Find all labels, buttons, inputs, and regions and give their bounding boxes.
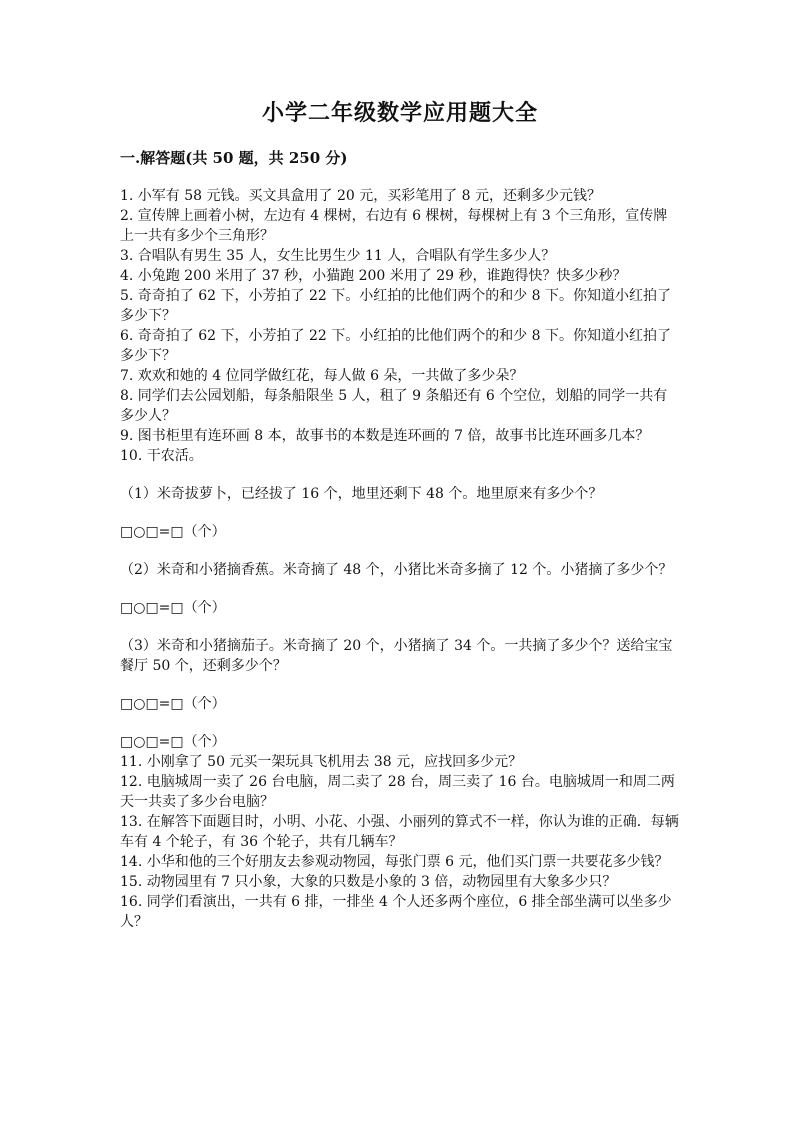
question-item: 11. 小刚拿了 50 元买一架玩具飞机用去 38 元，应找回多少元？ (120, 754, 523, 770)
section-heading: 一.解答题(共 50 题，共 250 分) (120, 149, 348, 167)
question-list (120, 186, 680, 932)
question-item: 1. 小军有 58 元钱。买文具盒用了 20 元，买彩笔用了 8 元，还剩多少元钱？ (120, 188, 602, 204)
question-item: 9. 图书柜里有连环画 8 本，故事书的本数是连环画的 7 倍，故事书比连环画多几本？ (120, 428, 650, 444)
sub-question: （1）米奇拔萝卜，已经拔了 16 个，地里还剩下 48 个。地里原来有多少个？ (120, 486, 603, 502)
question-item: 14. 小华和他的三个好朋友去参观动物园，每张门票 6 元，他们买门票一共要花多少钱？ (120, 854, 669, 870)
answer-formula: □○□=□（个） (120, 524, 226, 540)
answer-formula: □○□=□（个） (120, 734, 226, 750)
question-item: 6. 奇奇拍了 62 下，小芳拍了 22 下。小红拍的比他们两个的和少 8 下。你知道小红拍了多少下？ (120, 328, 672, 364)
answer-formula: □○□=□（个） (120, 696, 226, 712)
sub-question: （2）米奇和小猪摘香蕉。米奇摘了 48 个，小猪比米奇多摘了 12 个。小猪摘了多少个？ (120, 562, 673, 578)
sub-question: （3）米奇和小猪摘茄子。米奇摘了 20 个，小猪摘了 34 个。一共摘了多少个？送给宝宝餐厅 50 个，还剩多少个？ (120, 638, 673, 674)
question-item: 10. 干农活。 (120, 448, 203, 464)
question-item: 7. 欢欢和她的 4 位同学做红花，每人做 6 朵，一共做了多少朵？ (120, 368, 524, 384)
question-item: 13. 在解答下面题目时，小明、小花、小强、小丽列的算式不一样，你认为谁的正确．每辆车有 4 个轮子，有 36 个轮子，共有几辆车？ (120, 814, 679, 850)
answer-formula: □○□=□（个） (120, 600, 226, 616)
question-item: 15. 动物园里有 7 只小象，大象的只数是小象的 3 倍，动物园里有大象多少只？ (120, 874, 617, 890)
question-item: 4. 小兔跑 200 米用了 37 秒，小猫跑 200 米用了 29 秒，谁跑得快？快多少秒？ (120, 268, 627, 284)
question-item: 16. 同学们看演出，一共有 6 排，一排坐 4 个人还多两个座位，6 排全部坐满可以坐多少人？ (120, 894, 672, 930)
question-item: 5. 奇奇拍了 62 下，小芳拍了 22 下。小红拍的比他们两个的和少 8 下。你知道小红拍了多少下？ (120, 288, 672, 324)
question-item: 8. 同学们去公园划船，每条船限坐 5 人，租了 9 条船还有 6 个空位，划船的同学一共有多少人？ (120, 388, 668, 424)
question-item: 12. 电脑城周一卖了 26 台电脑，周二卖了 28 台，周三卖了 16 台。电脑城周一和周二两天一共卖了多少台电脑？ (120, 774, 675, 810)
question-item: 3. 合唱队有男生 35 人，女生比男生少 11 人，合唱队有学生多少人？ (120, 248, 556, 264)
question-item: 2. 宣传牌上画着小树，左边有 4 棵树，右边有 6 棵树，每棵树上有 3 个三角形，宣传牌上一共有多少个三角形？ (120, 208, 668, 244)
page-title: 小学二年级数学应用题大全 (261, 100, 538, 126)
